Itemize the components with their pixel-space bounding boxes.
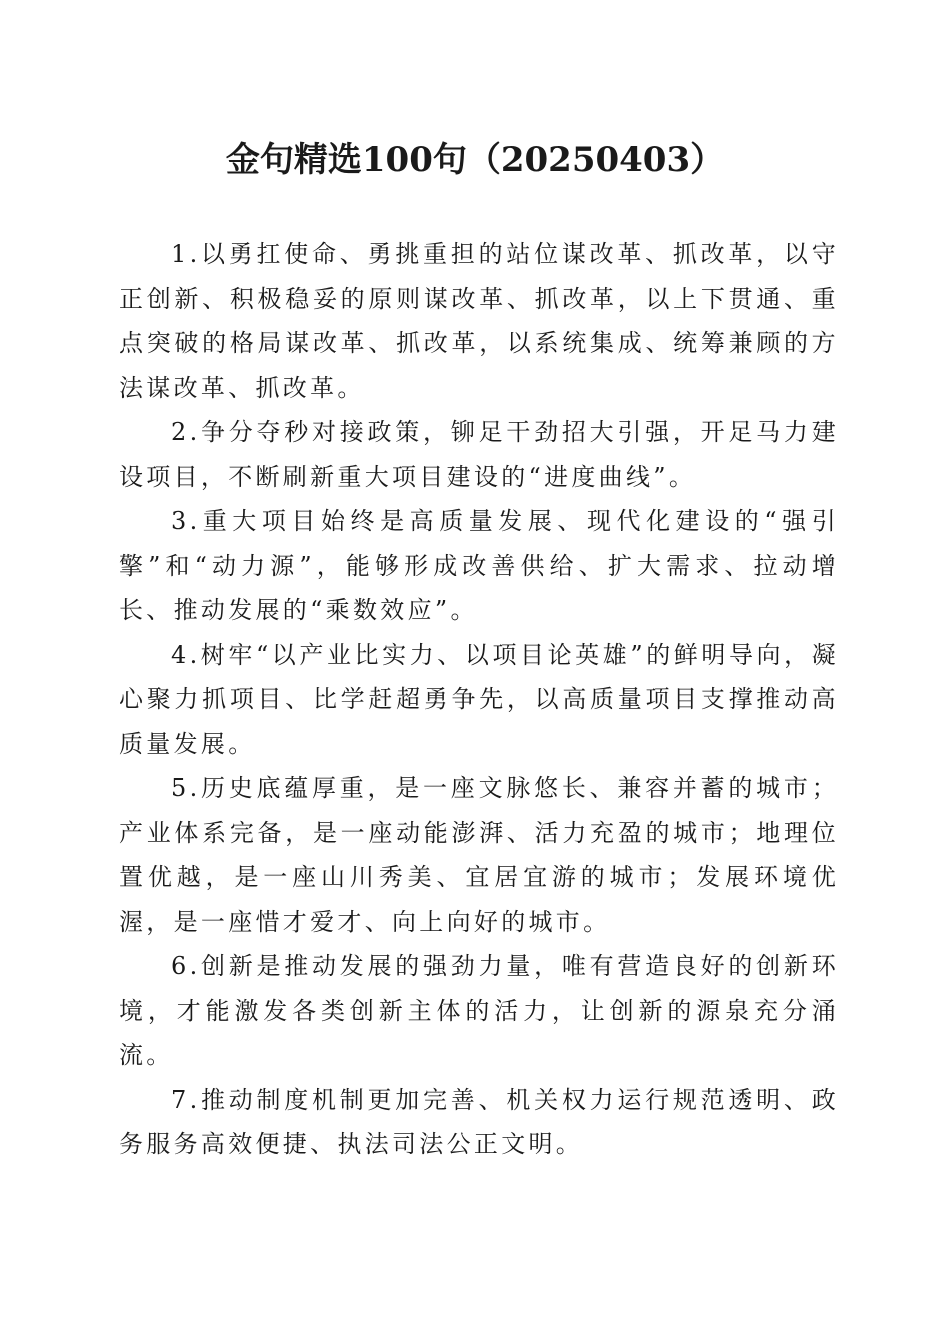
paragraph-5: 5.历史底蕴厚重，是一座文脉悠长、兼容并蓄的城市；产业体系完备，是一座动能澎湃、活力充盈的城市；地理位置优越，是一座山川秀美、宜居宜游的城市；发展环境优渥，是一座惜才爱才、向上向好的城市。: [119, 774, 839, 936]
paragraph-6: 6.创新是推动发展的强劲力量，唯有营造良好的创新环境，才能激发各类创新主体的活力，让创新的源泉充分涌流。: [119, 952, 839, 1069]
paragraph-2: 2.争分夺秒对接政策，铆足干劲招大引强，开足马力建设项目，不断刷新重大项目建设的“进度曲线”。: [119, 418, 839, 491]
paragraph-1: 1.以勇扛使命、勇挑重担的站位谋改革、抓改革，以守正创新、积极稳妥的原则谋改革、抓改革，以上下贯通、重点突破的格局谋改革、抓改革，以系统集成、统筹兼顾的方法谋改革、抓改革。: [119, 240, 839, 402]
paragraph-4: 4.树牢“以产业比实力、以项目论英雄”的鲜明导向，凝心聚力抓项目、比学赶超勇争先，以高质量项目支撑推动高质量发展。: [119, 640, 839, 758]
paragraph-3: 3.重大项目始终是高质量发展、现代化建设的“强引擎”和“动力源”，能够形成改善供给、扩大需求、拉动增长、推动发展的“乘数效应”。: [119, 507, 839, 624]
page-title: 金句精选100句（20250403）: [225, 140, 725, 180]
document-body: [119, 232, 839, 1167]
paragraph-7: 7.推动制度机制更加完善、机关权力运行规范透明、政务服务高效便捷、执法司法公正文明。: [119, 1085, 839, 1158]
